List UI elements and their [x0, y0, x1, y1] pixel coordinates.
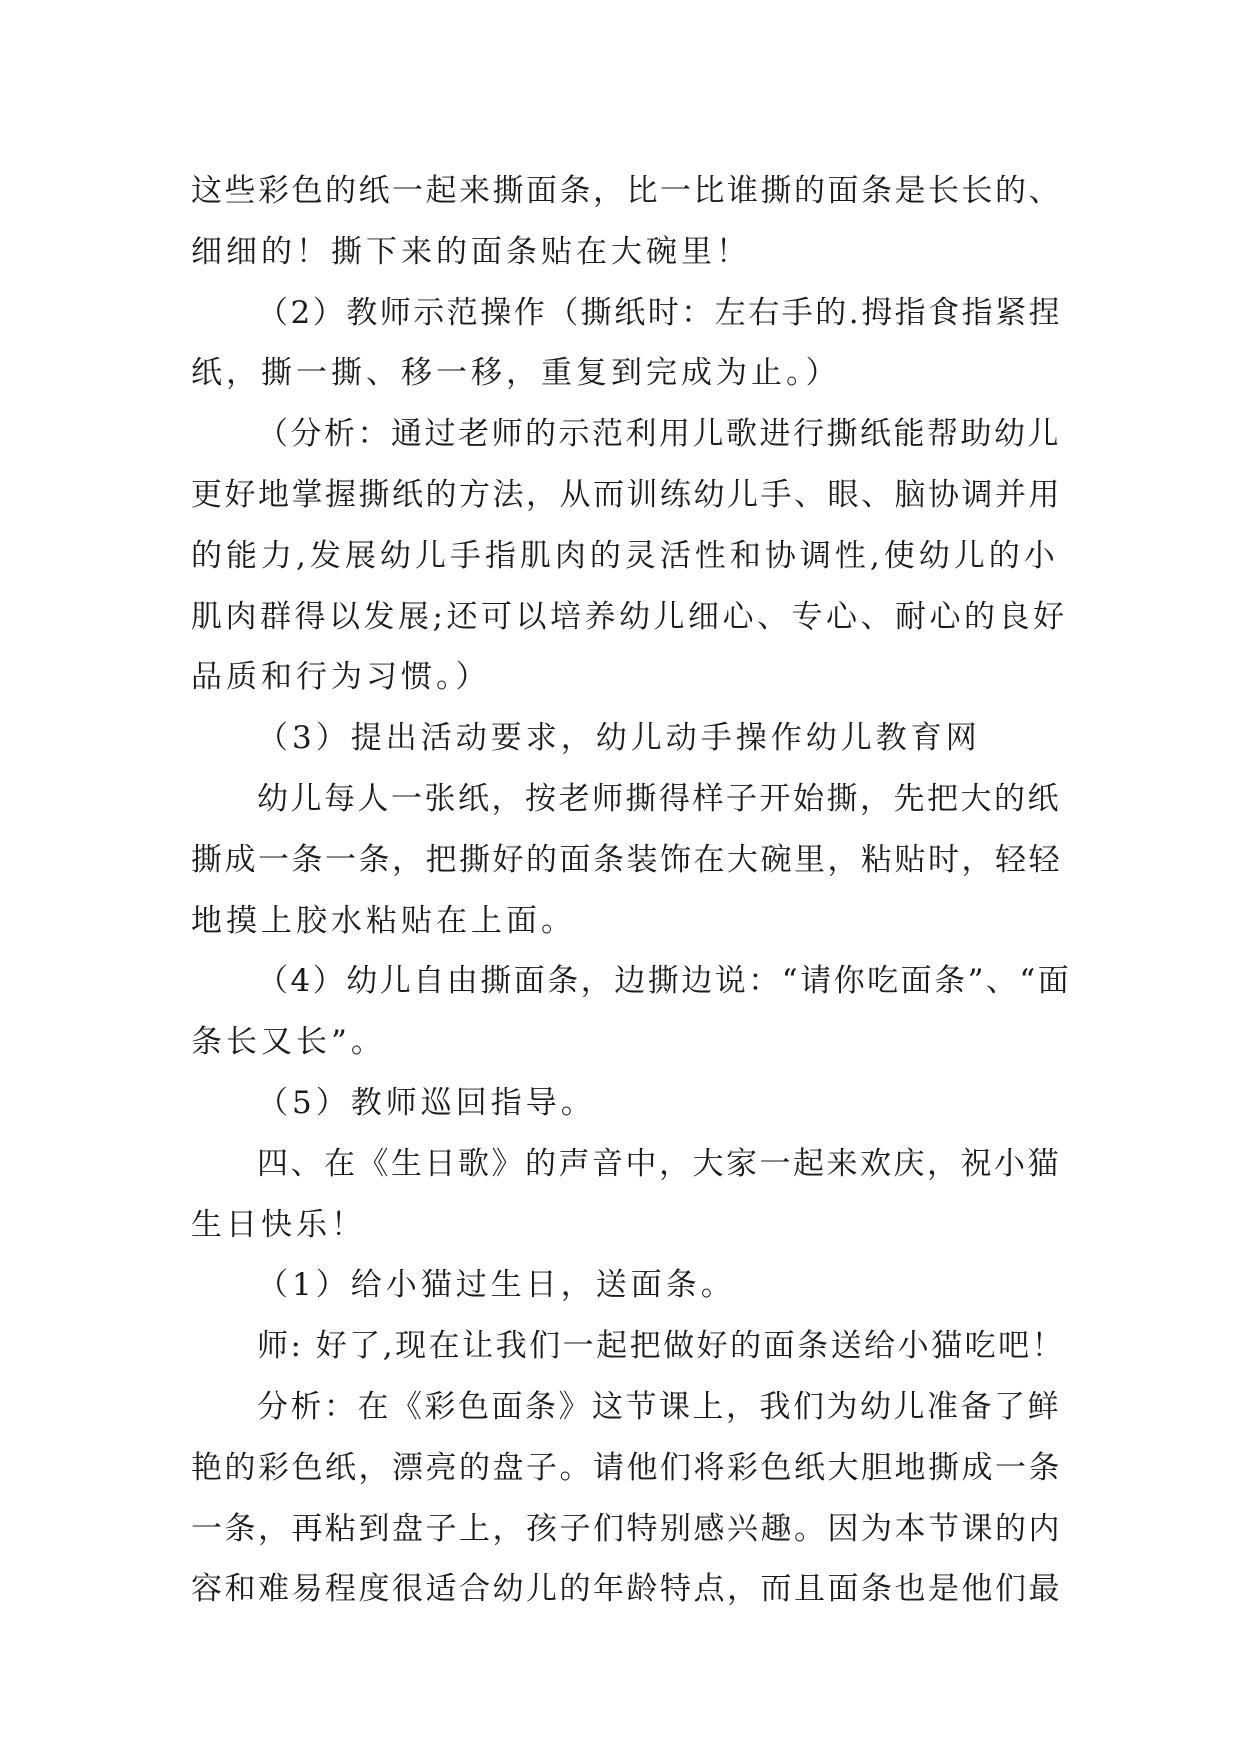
text-line-9: 品质和行为习惯。） [191, 659, 491, 696]
text-line-21: 分析：在《彩色面条》这节课上，我们为幼儿准备了鲜 [257, 1388, 1061, 1425]
text-line-1: 这些彩色的纸一起来撕面条，比一比谁撕的面条是长长的、 [191, 173, 1062, 209]
text-line-22: 艳的彩色纸，漂亮的盘子。请他们将彩色纸大胆地撕成一条 [191, 1449, 1062, 1486]
text-line-11: 幼儿每人一张纸，按老师撕得样子开始撕，先把大的纸 [257, 780, 1061, 817]
text-line-5: （分析：通过老师的示范利用儿歌进行撕纸能帮助幼儿 [257, 416, 1061, 453]
text-line-23: 一条，再粘到盘子上，孩子们特别感兴趣。因为本节课的内 [191, 1510, 1062, 1547]
text-line-19: （1）给小猫过生日，送面条。 [257, 1267, 736, 1304]
text-line-8: 肌肉群得以发展;还可以培养幼儿细心、专心、耐心的良好 [191, 598, 1068, 635]
text-line-6: 更好地掌握撕纸的方法，从而训练幼儿手、眼、脑协调并用 [191, 476, 1062, 513]
text-line-18: 生日快乐！ [191, 1206, 366, 1243]
document-body [191, 161, 1071, 1620]
text-line-3: （2）教师示范操作（撕纸时：左右手的.拇指食指紧捏 [257, 294, 1063, 331]
text-line-17: 四、在《生日歌》的声音中，大家一起来欢庆，祝小猫 [257, 1145, 1061, 1182]
text-line-20: 师: 好了,现在让我们一起把做好的面条送给小猫吃吧！ [257, 1328, 1066, 1365]
text-line-13: 地摸上胶水粘贴在上面。 [191, 902, 576, 939]
text-line-4: 纸，撕一撕、移一移，重复到完成为止。） [191, 355, 841, 392]
text-line-16: （5）教师巡回指导。 [257, 1084, 596, 1121]
text-line-2: 细细的！撕下来的面条贴在大碗里！ [191, 233, 751, 270]
text-line-24: 容和难易程度很适合幼儿的年龄特点，而且面条也是他们最 [191, 1571, 1062, 1608]
text-line-14: （4）幼儿自由撕面条，边撕边说：“请你吃面条”、“面 [257, 963, 1072, 1000]
text-line-10: （3）提出活动要求，幼儿动手操作幼儿教育网 [257, 720, 981, 757]
text-line-7: 的能力,发展幼儿手指肌肉的灵活性和协调性,使幼儿的小 [191, 537, 1059, 574]
text-line-15: 条长又长”。 [191, 1024, 386, 1061]
text-line-12: 撕成一条一条，把撕好的面条装饰在大碗里，粘贴时，轻轻 [191, 841, 1062, 878]
